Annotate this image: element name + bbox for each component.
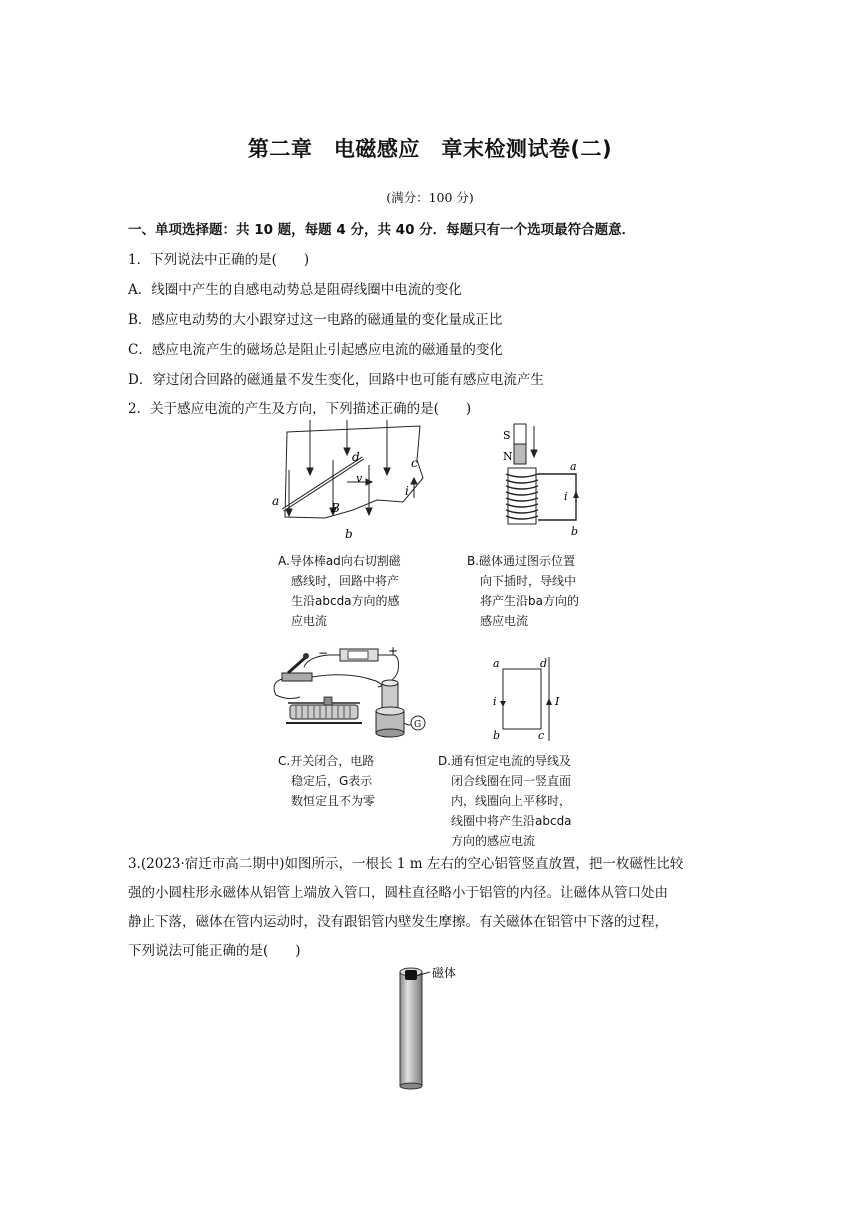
- figure-a-label-a: a: [272, 494, 280, 508]
- figure-a-rod-cutting-field: [265, 420, 435, 542]
- figure-b-label-n: N: [503, 450, 513, 463]
- figure-a-label-b: b: [345, 527, 353, 541]
- figure-d-label-current: I: [555, 695, 560, 708]
- figure-b-magnet-coil: [498, 420, 598, 542]
- figure-b-label-i: i: [564, 490, 568, 503]
- page-title: 第二章 电磁感应 章末检测试卷(二): [247, 137, 613, 161]
- magnet-icon: [405, 970, 417, 980]
- figure-d-label-i: i: [493, 695, 497, 708]
- figure-d-label-d: d: [540, 657, 548, 670]
- figure-d-label-c: c: [538, 729, 545, 742]
- figure-a-label-i: i: [405, 484, 409, 498]
- full-score: (满分：100 分): [386, 190, 474, 205]
- figure-a-label-B: B: [331, 501, 340, 515]
- q1-option-b: B．感应电动势的大小跟穿过这一电路的磁通量的变化量成正比: [128, 312, 503, 328]
- figure-a-label-d: d: [352, 450, 360, 464]
- figure-b-label-b: b: [571, 525, 579, 538]
- figure-b-label-s: S: [503, 429, 511, 442]
- figure-b-caption: B.磁体通过图示位置 向下插时，导线中 将产生沿ba方向的 感应电流: [467, 554, 579, 628]
- section-heading: 一、单项选择题：共 10 题，每题 4 分，共 40 分．每题只有一个选项最符合题意．: [128, 222, 636, 238]
- rheostat-icon: [286, 697, 362, 723]
- q1-option-a: A．线圈中产生的自感电动势总是阻碍线圈中电流的变化: [128, 282, 462, 298]
- q1-option-c: C．感应电流产生的磁场总是阻止引起感应电流的磁通量的变化: [128, 342, 503, 358]
- figure-d-loop-and-wire: [488, 655, 578, 745]
- q1-option-d: D．穿过闭合回路的磁通量不发生变化，回路中也可能有感应电流产生: [128, 372, 544, 388]
- figure-b-label-a: a: [570, 460, 577, 473]
- q3-line-2: 强的小圆柱形永磁体从铝管上端放入管口，圆柱直径略小于铝管的内径。让磁体从管口处由: [128, 885, 668, 901]
- figure-d-label-b: b: [493, 729, 501, 742]
- figure-q3-label-magnet: 磁体: [432, 966, 457, 980]
- figure-a-label-c: c: [411, 456, 418, 470]
- figure-a-caption: A.导体棒ad向右切割磁 感线时，回路中将产 生沿abcda方向的感 应电流: [278, 554, 401, 628]
- figure-q3-aluminum-tube: [392, 962, 472, 1092]
- figure-d-caption: D.通有恒定电流的导线及 闭合线圈在同一竖直面 内，线圈向上平移时， 线圈中将产生沿abcda 方向的感应电流: [438, 754, 572, 848]
- q3-line-3: 静止下落，磁体在管内运动时，没有跟铝管内壁发生摩擦。有关磁体在铝管中下落的过程，: [128, 914, 668, 930]
- switch-icon: [282, 653, 312, 681]
- q2-stem: 2．关于感应电流的产生及方向，下列描述正确的是( ): [128, 401, 472, 417]
- figure-a-label-v: v: [356, 472, 363, 485]
- figure-c-label-minus: −: [318, 646, 329, 660]
- q3-line-4: 下列说法可能正确的是( ): [128, 943, 301, 959]
- figure-c-label-plus: +: [388, 644, 399, 658]
- q1-stem: 1．下列说法中正确的是( ): [128, 252, 310, 268]
- figure-c-circuit-apparatus: [268, 643, 428, 743]
- galvanometer-icon: [411, 716, 425, 730]
- figure-d-label-a: a: [493, 657, 500, 670]
- figure-c-caption: C.开关闭合，电路 稳定后，G表示 数恒定且不为零: [278, 754, 376, 808]
- q3-line-1: 3.(2023·宿迁市高二期中)如图所示，一根长 1 m 左右的空心铝管竖直放置，把一枚磁性比较: [128, 856, 684, 872]
- battery-icon: [340, 649, 378, 661]
- coil-stack-icon: [376, 680, 404, 737]
- figure-c-label-g: G: [414, 720, 422, 730]
